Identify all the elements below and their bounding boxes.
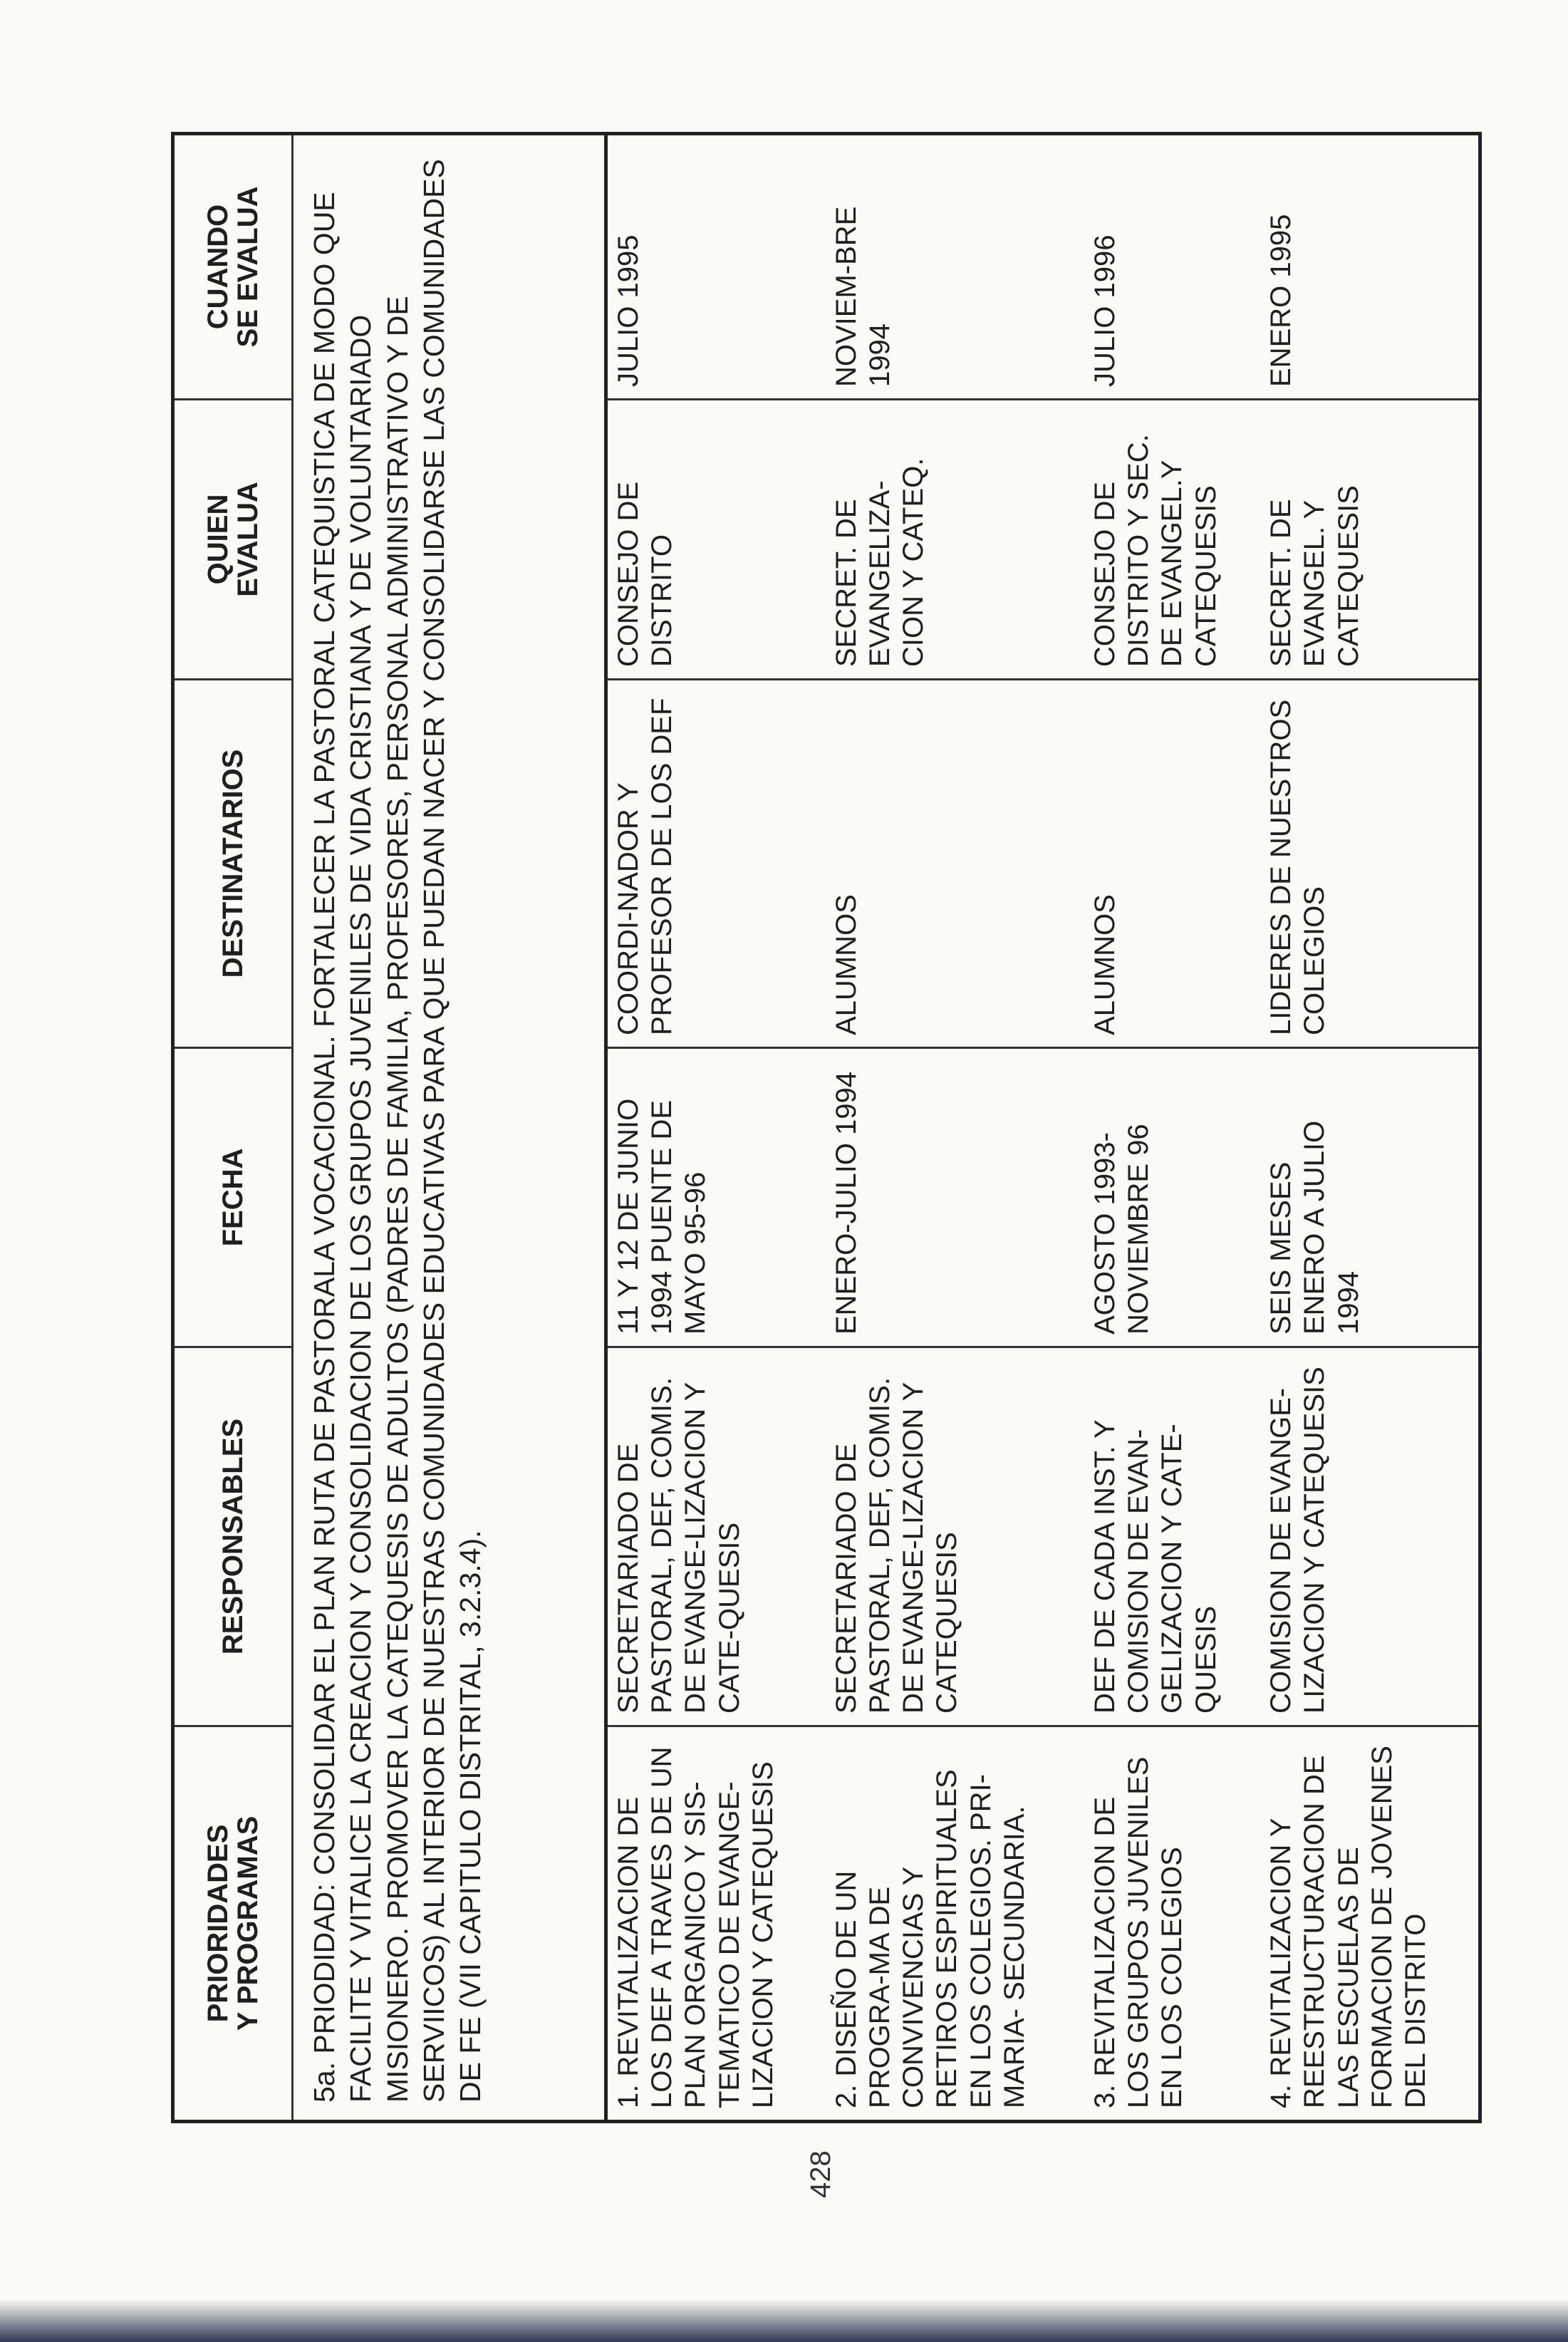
table-row [1084,134,1260,2122]
destinatarios-cell: ALUMNOS [826,680,1084,1048]
destinatarios-cell: ALUMNOS [1084,680,1260,1048]
quien-evalua-cell: CONSEJO DE DISTRITO Y SEC. DE EVANGEL.Y CATEQUESIS [1084,400,1260,680]
cuando-evalua-cell: ENERO 1995 [1260,134,1480,400]
responsables-cell: SECRETARIADO DE PASTORAL, DEF, COMIS. DE EVANGE-LIZACION Y CATEQUESIS [826,1347,1084,1726]
responsables-cell: SECRETARIADO DE PASTORAL, DEF, COMIS. DE EVANGE-LIZACION Y CATE-QUESIS [606,1347,826,1726]
quien-evalua-cell: CONSEJO DE DISTRITO [606,400,826,680]
header-responsables: RESPONSABLES [173,1347,293,1726]
fecha-cell: 11 Y 12 DE JUNIO 1994 PUENTE DE MAYO 95-96 [606,1048,826,1347]
fecha-cell: SEIS MESES ENERO A JULIO 1994 [1260,1048,1480,1347]
header-fecha: FECHA [173,1048,293,1347]
table-row [606,134,826,2122]
book-edge [0,2299,1568,2342]
priority-label: 5a. PRIODIDAD: [308,1883,341,2103]
header-prioridades: PRIORIDADES Y PROGRAMAS [173,1726,293,2122]
pastoral-plan-table [171,132,1482,2123]
program-cell: 4. REVITALIZACION Y REESTRUCTURACION DE LAS ESCUELAS DE FORMACION DE JOVENES DEL DISTRITO [1260,1726,1480,2122]
quien-evalua-cell: SECRET. DE EVANGELIZA-CION Y CATEQ. [826,400,1084,680]
cuando-evalua-cell: NOVIEM-BRE 1994 [826,134,1084,400]
responsables-cell: DEF DE CADA INST. Y COMISION DE EVAN-GELIZACION Y CATE-QUESIS [1084,1347,1260,1726]
rotated-table-container [171,135,1482,2123]
fecha-cell: ENERO-JULIO 1994 [826,1048,1084,1347]
program-cell: 3. REVITALIZACION DE LOS GRUPOS JUVENILES EN LOS COLEGIOS [1084,1726,1260,2122]
destinatarios-cell: LIDERES DE NUESTROS COLEGIOS [1260,680,1480,1048]
priority-cell [293,134,606,2122]
cuando-evalua-cell: JULIO 1995 [606,134,826,400]
program-cell: 2. DISEÑO DE UN PROGRA-MA DE CONVIVENCIAS Y RETIROS ESPIRITUALES EN LOS COLEGIOS. PRI-MARIA- SECUNDARIA. [826,1726,1084,2122]
destinatarios-cell: COORDI-NADOR Y PROFESOR DE LOS DEF [606,680,826,1048]
page-number: 428 [805,2150,836,2198]
header-destinatarios: DESTINATARIOS [173,680,293,1048]
header-row [173,134,293,2122]
program-cell: 1. REVITALIZACION DE LOS DEF A TRAVES DE UN PLAN ORGANICO Y SIS-TEMATICO DE EVANGE-LIZACION Y CATEQUESIS [606,1726,826,2122]
header-cuando-evalua: CUANDO SE EVALUA [173,134,293,400]
header-quien-evalua: QUIEN EVALUA [173,400,293,680]
priority-row [293,134,606,2122]
responsables-cell: COMISION DE EVANGE-LIZACION Y CATEQUESIS [1260,1347,1480,1726]
cuando-evalua-cell: JULIO 1996 [1084,134,1260,400]
priority-text: CONSOLIDAR EL PLAN RUTA DE PASTORALA VOCACIONAL. FORTALECER LA PASTORAL CATEQUISTICA DE MODO QUE FACILITE Y VITALICE LA CREACION Y CONSOLIDACION DE LOS GRUPOS JUVENILES DE VIDA CRISTIANA Y DE VOLUNTARIADO MISIONERO. PROMOVER LA CATEQUESIS DE ADULTOS (PADRES DE FAMILIA, PROFESORES, PERSONAL ADMINISTRATIVO Y DE SERVIICOS) AL INTERIOR DE NUESTRAS COMUNIDADES EDUCATIVAS PARA QUE PUEDAN NACER Y CONSOLIDARSE LAS COMUNIDADES DE FE (VII CAPITULO DISTRITAL, 3.2.3.4). [308,159,487,2103]
table-row [826,134,1084,2122]
quien-evalua-cell: SECRET. DE EVANGEL. Y CATEQUESIS [1260,400,1480,680]
fecha-cell: AGOSTO 1993-NOVIEMBRE 96 [1084,1048,1260,1347]
table-row [1260,134,1480,2122]
